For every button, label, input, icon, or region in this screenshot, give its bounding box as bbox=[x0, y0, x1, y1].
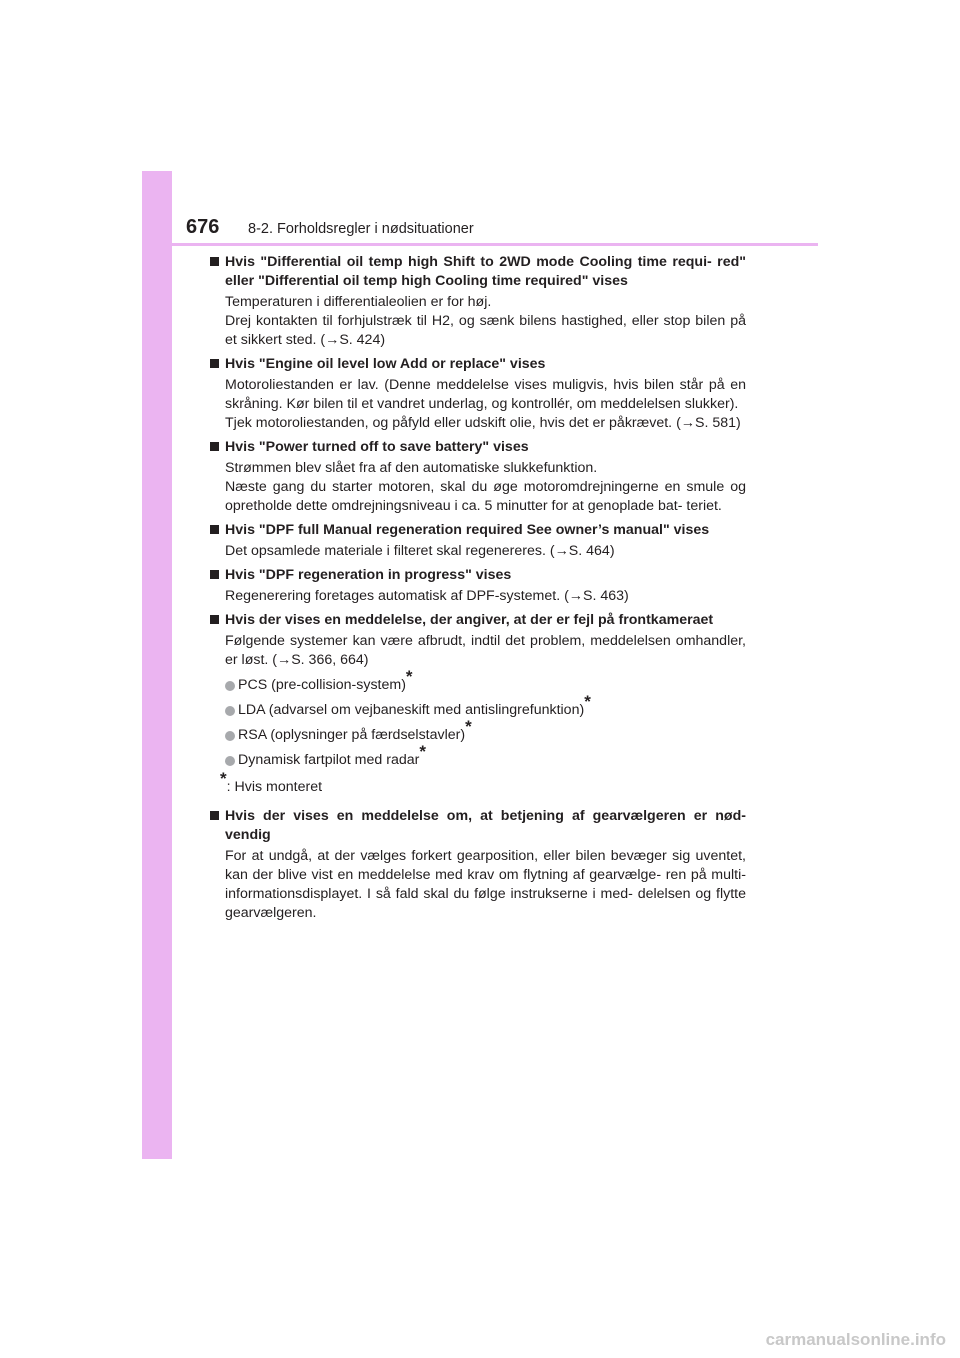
section-body bbox=[210, 587, 746, 606]
square-bullet-icon bbox=[210, 525, 219, 534]
header-rule bbox=[142, 243, 818, 246]
section-body bbox=[210, 293, 746, 350]
section-heading-text: Hvis "DPF full Manual regeneration required See owner’s manual" vises bbox=[225, 522, 710, 538]
list-item-text: LDA (advarsel om vejbaneskift med antislingrefunktion) bbox=[238, 702, 585, 718]
square-bullet-icon bbox=[210, 257, 219, 266]
section-heading bbox=[210, 438, 746, 457]
list-item-text: PCS (pre-collision-system) bbox=[238, 677, 406, 693]
list-item-text: RSA (oplysninger på færdselstavler) bbox=[238, 727, 466, 743]
chapter-sidebar-tab bbox=[142, 171, 172, 1159]
section-heading bbox=[210, 611, 746, 630]
asterisk-mark: * bbox=[220, 769, 227, 788]
square-bullet-icon bbox=[210, 615, 219, 624]
section-body bbox=[210, 542, 746, 561]
paragraph: Motoroliestanden er lav. (Denne meddelelse vises muligvis, hvis bilen står på en skråning. Kør bilen til et vandret underlag, og kontrollér, om meddelelsen slukker). bbox=[225, 377, 746, 412]
square-bullet-icon bbox=[210, 811, 219, 820]
list-item bbox=[210, 717, 746, 745]
section-heading bbox=[210, 566, 746, 585]
section-heading-text: Hvis "Power turned off to save battery" vises bbox=[225, 439, 529, 455]
paragraph: Regenerering foretages automatisk af DPF-systemet. (→S. 463) bbox=[225, 588, 629, 604]
circle-bullet-icon bbox=[225, 706, 235, 716]
paragraph: For at undgå, at der vælges forkert gearposition, eller bilen bevæger sig uventet, kan der blive vist en meddelelse med krav om flytning af gearvælge- ren på multi-informationsdisplayet. I så fald skal du følge instrukserne i med- delelsen og flytte gearvælgeren. bbox=[225, 848, 746, 921]
section-heading-text: Hvis "DPF regeneration in progress" vises bbox=[225, 567, 512, 583]
asterisk-mark: * bbox=[419, 742, 426, 761]
list-item bbox=[210, 742, 746, 770]
asterisk-mark: * bbox=[584, 692, 591, 711]
paragraph: Temperaturen i differentialeolien er for høj. bbox=[225, 294, 492, 310]
paragraph: Næste gang du starter motoren, skal du øge motoromdrejningerne en smule og opretholde dette omdrejningsniveau i ca. 5 minutter for at genoplade bat- teriet. bbox=[225, 479, 746, 514]
section-gear-selector bbox=[210, 807, 746, 923]
section-heading bbox=[210, 355, 746, 374]
circle-bullet-icon bbox=[225, 731, 235, 741]
section-dpf-full bbox=[210, 521, 746, 561]
section-differential-oil bbox=[210, 253, 746, 350]
section-body bbox=[210, 376, 746, 433]
chapter-title: 8-2. Forholdsregler i nødsituationer bbox=[248, 221, 474, 237]
section-heading bbox=[210, 807, 746, 845]
section-power-off bbox=[210, 438, 746, 516]
square-bullet-icon bbox=[210, 359, 219, 368]
section-heading bbox=[210, 521, 746, 540]
asterisk-mark: * bbox=[465, 717, 472, 736]
paragraph: Tjek motoroliestanden, og påfyld eller udskift olie, hvis det er påkrævet. (→S. 581) bbox=[225, 415, 741, 431]
section-dpf-regeneration bbox=[210, 566, 746, 606]
list-item bbox=[210, 692, 746, 720]
list-item bbox=[210, 667, 746, 695]
section-front-camera bbox=[210, 611, 746, 797]
square-bullet-icon bbox=[210, 442, 219, 451]
list-item-text: Dynamisk fartpilot med radar bbox=[238, 752, 420, 768]
paragraph: Følgende systemer kan være afbrudt, indtil det problem, meddelelsen omhandler, er løst. (→S. 366, 664) bbox=[225, 633, 746, 668]
page-content bbox=[210, 253, 746, 928]
paragraph: Det opsamlede materiale i filteret skal regenereres. (→S. 464) bbox=[225, 543, 615, 559]
section-heading-text: Hvis "Differential oil temp high Shift to 2WD mode Cooling time requi- red" eller "Differential oil temp high Cooling time required" vises bbox=[225, 254, 746, 289]
paragraph: Drej kontakten til forhjulstræk til H2, og sænk bilens hastighed, eller stop bilen på et sikkert sted. (→S. 424) bbox=[225, 313, 746, 348]
section-heading-text: Hvis der vises en meddelelse om, at betjening af gearvælgeren er nød- vendig bbox=[225, 808, 746, 843]
section-engine-oil bbox=[210, 355, 746, 433]
section-heading-text: Hvis der vises en meddelelse, der angiver, at der er fejl på frontkameraet bbox=[225, 612, 714, 628]
asterisk-mark: * bbox=[405, 667, 413, 686]
section-body bbox=[210, 459, 746, 516]
section-heading bbox=[210, 253, 746, 291]
page-number: 676 bbox=[186, 216, 220, 238]
section-body bbox=[210, 847, 746, 923]
square-bullet-icon bbox=[210, 570, 219, 579]
section-body bbox=[210, 632, 746, 670]
footnote bbox=[210, 769, 746, 797]
circle-bullet-icon bbox=[225, 756, 235, 766]
circle-bullet-icon bbox=[225, 681, 235, 691]
watermark-logo: carmanualsonline.info bbox=[765, 1330, 946, 1349]
section-heading-text: Hvis "Engine oil level low Add or replace" vises bbox=[225, 356, 546, 372]
paragraph: Strømmen blev slået fra af den automatiske slukkefunktion. bbox=[225, 460, 598, 476]
footnote-text: : Hvis monteret bbox=[226, 779, 323, 795]
